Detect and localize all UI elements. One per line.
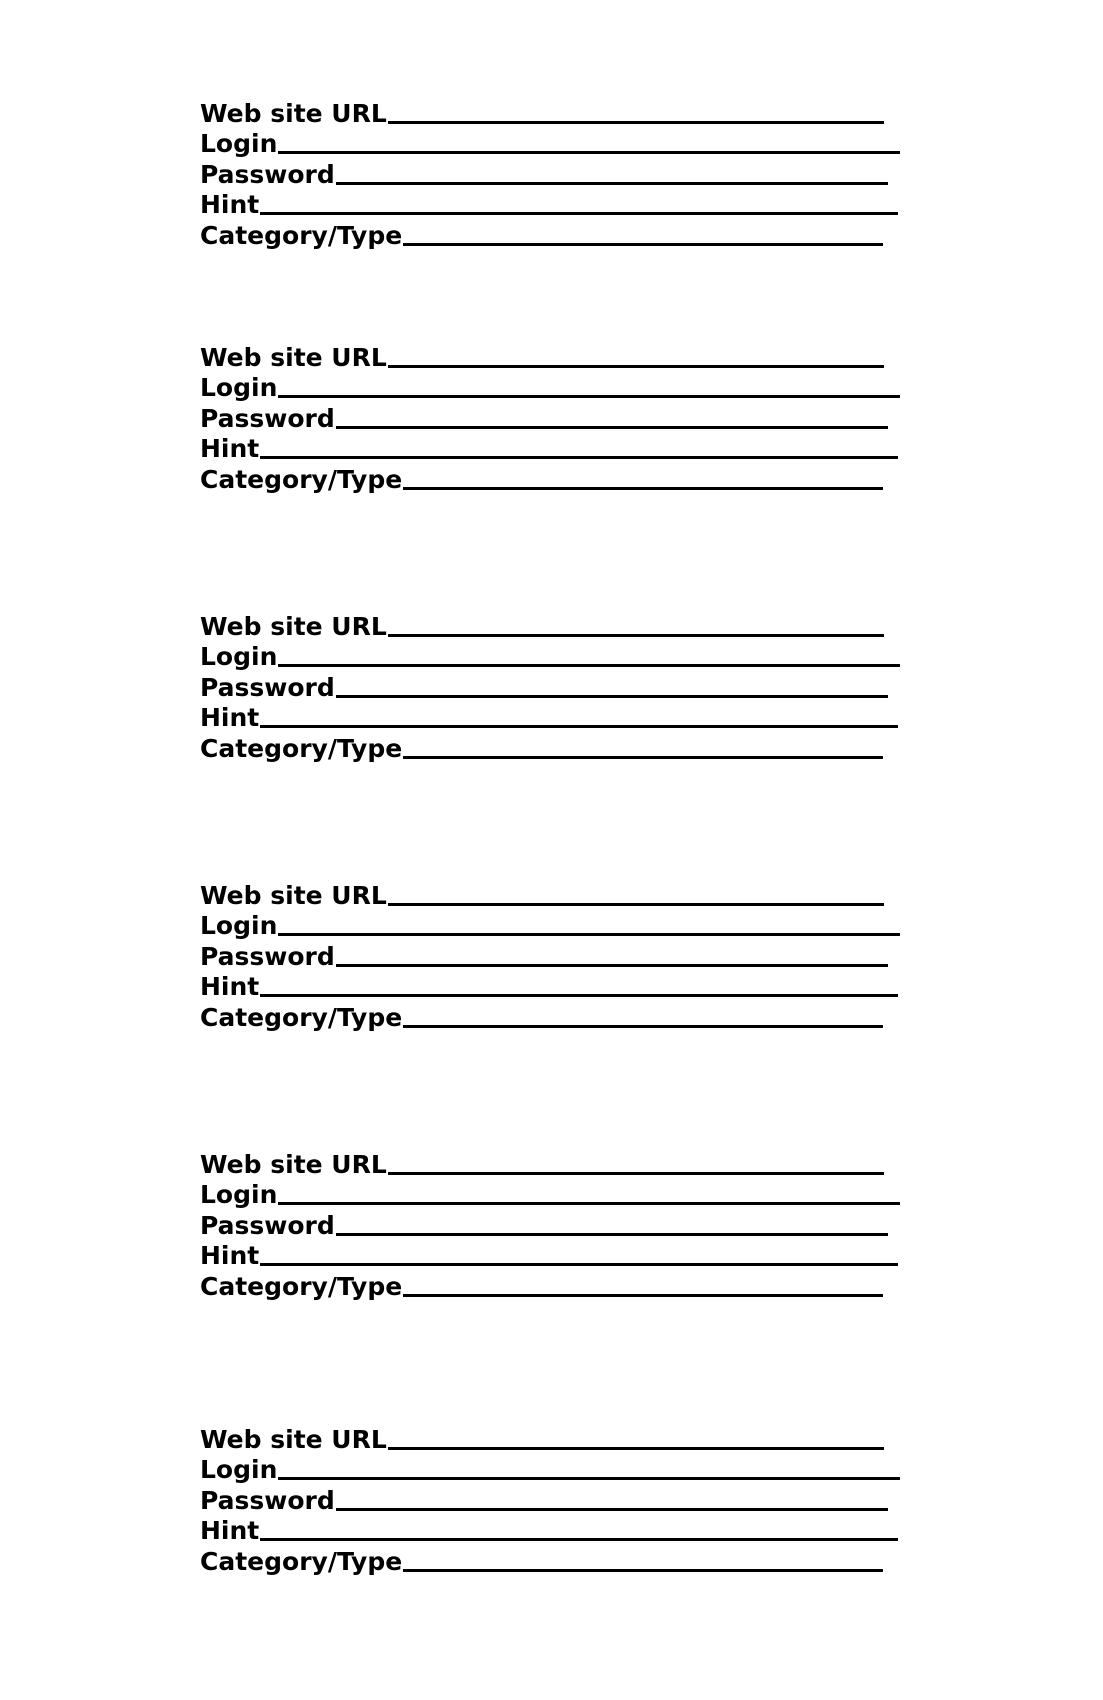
hint-label: Hint — [200, 434, 260, 463]
hint-label: Hint — [200, 190, 260, 219]
website-url-blank[interactable] — [388, 1172, 884, 1175]
password-field — [200, 1209, 900, 1240]
category-blank[interactable] — [403, 756, 883, 759]
password-label: Password — [200, 159, 335, 189]
login-blank[interactable] — [278, 395, 900, 398]
password-blank[interactable] — [336, 1508, 888, 1511]
login-field — [200, 128, 900, 159]
password-blank[interactable] — [336, 182, 888, 185]
login-field — [200, 910, 900, 941]
website-url-blank[interactable] — [388, 903, 884, 906]
hint-blank[interactable] — [260, 212, 898, 215]
hint-blank[interactable] — [260, 994, 898, 997]
password-field — [200, 158, 900, 189]
category-label: Category/Type — [200, 220, 403, 250]
website-url-label: Web site URL — [200, 611, 387, 641]
website-url-label: Web site URL — [200, 342, 387, 372]
login-field — [200, 641, 900, 672]
website-url-label: Web site URL — [200, 1424, 387, 1454]
password-entry — [200, 1148, 900, 1301]
login-blank[interactable] — [278, 1477, 900, 1480]
password-blank[interactable] — [336, 695, 888, 698]
website-url-field — [200, 97, 900, 128]
login-label: Login — [200, 129, 278, 158]
category-label: Category/Type — [200, 1002, 403, 1032]
category-blank[interactable] — [403, 487, 883, 490]
website-url-label: Web site URL — [200, 1149, 387, 1179]
hint-field — [200, 1515, 900, 1546]
password-blank[interactable] — [336, 426, 888, 429]
hint-blank[interactable] — [260, 456, 898, 459]
category-field — [200, 1001, 900, 1032]
category-blank[interactable] — [403, 243, 883, 246]
password-field — [200, 671, 900, 702]
hint-blank[interactable] — [260, 725, 898, 728]
category-label: Category/Type — [200, 1546, 403, 1576]
password-entry — [200, 610, 900, 763]
password-entry — [200, 97, 900, 250]
website-url-field — [200, 1423, 900, 1454]
hint-blank[interactable] — [260, 1263, 898, 1266]
hint-field — [200, 1240, 900, 1271]
hint-label: Hint — [200, 972, 260, 1001]
password-field — [200, 1484, 900, 1515]
website-url-label: Web site URL — [200, 880, 387, 910]
password-entry — [200, 1423, 900, 1576]
password-label: Password — [200, 1485, 335, 1515]
password-label: Password — [200, 941, 335, 971]
website-url-field — [200, 610, 900, 641]
hint-field — [200, 702, 900, 733]
category-label: Category/Type — [200, 464, 403, 494]
login-label: Login — [200, 1180, 278, 1209]
password-label: Password — [200, 1210, 335, 1240]
password-field — [200, 940, 900, 971]
login-field — [200, 1179, 900, 1210]
website-url-field — [200, 879, 900, 910]
category-field — [200, 732, 900, 763]
login-label: Login — [200, 642, 278, 671]
category-label: Category/Type — [200, 733, 403, 763]
hint-field — [200, 433, 900, 464]
hint-label: Hint — [200, 1241, 260, 1270]
website-url-label: Web site URL — [200, 98, 387, 128]
category-field — [200, 463, 900, 494]
password-entry — [200, 341, 900, 494]
login-label: Login — [200, 373, 278, 402]
password-entry — [200, 879, 900, 1032]
login-blank[interactable] — [278, 151, 900, 154]
password-label: Password — [200, 672, 335, 702]
hint-blank[interactable] — [260, 1538, 898, 1541]
login-blank[interactable] — [278, 933, 900, 936]
login-field — [200, 1454, 900, 1485]
hint-label: Hint — [200, 703, 260, 732]
password-label: Password — [200, 403, 335, 433]
category-field — [200, 219, 900, 250]
website-url-field — [200, 341, 900, 372]
hint-field — [200, 189, 900, 220]
hint-label: Hint — [200, 1516, 260, 1545]
login-label: Login — [200, 911, 278, 940]
website-url-field — [200, 1148, 900, 1179]
website-url-blank[interactable] — [388, 121, 884, 124]
category-label: Category/Type — [200, 1271, 403, 1301]
website-url-blank[interactable] — [388, 1447, 884, 1450]
website-url-blank[interactable] — [388, 365, 884, 368]
password-blank[interactable] — [336, 964, 888, 967]
category-field — [200, 1270, 900, 1301]
category-blank[interactable] — [403, 1025, 883, 1028]
website-url-blank[interactable] — [388, 634, 884, 637]
hint-field — [200, 971, 900, 1002]
login-blank[interactable] — [278, 1202, 900, 1205]
category-blank[interactable] — [403, 1569, 883, 1572]
password-field — [200, 402, 900, 433]
category-blank[interactable] — [403, 1294, 883, 1297]
login-blank[interactable] — [278, 664, 900, 667]
password-blank[interactable] — [336, 1233, 888, 1236]
login-field — [200, 372, 900, 403]
category-field — [200, 1545, 900, 1576]
login-label: Login — [200, 1455, 278, 1484]
